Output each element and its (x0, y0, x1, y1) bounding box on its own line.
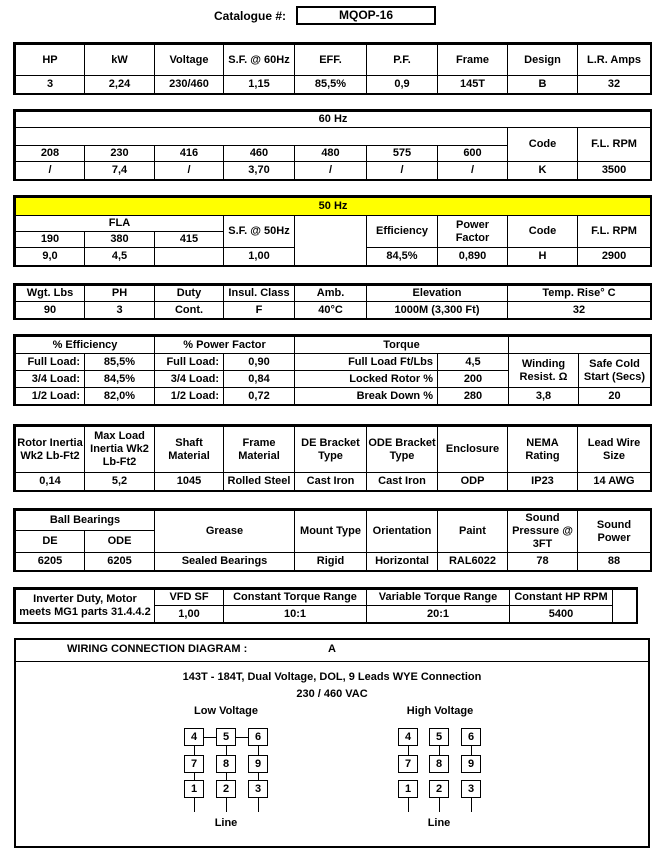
low-line-label: Line (214, 817, 238, 829)
frame-material-value: Rolled Steel (224, 473, 295, 491)
pf-load-label: 3/4 Load: (155, 371, 224, 388)
terminal: 3 (461, 780, 481, 798)
hz60-spacer (16, 128, 508, 146)
wire (226, 745, 227, 755)
nema-rating-value: IP23 (508, 473, 578, 491)
constant-torque-value: 10:1 (224, 606, 367, 623)
ode-bracket-header: ODE Bracket Type (367, 427, 438, 473)
insul-header: Insul. Class (224, 286, 295, 302)
performance-table (15, 336, 651, 405)
pct-pf-header: % Power Factor (155, 337, 295, 354)
paint-header: Paint (438, 511, 508, 553)
sound-pressure-header: Sound Pressure @ 3FT (508, 511, 578, 553)
mount-type-value: Rigid (295, 553, 367, 571)
hz50-pf-header: Power Factor (438, 216, 508, 248)
low-voltage-label: Low Voltage (194, 705, 258, 717)
safe-start-header: Safe Cold Start (Secs) (579, 354, 651, 388)
terminal: 2 (216, 780, 236, 798)
elevation-value: 1000M (3,300 Ft) (367, 302, 508, 319)
max-load-inertia-value: 5,2 (85, 473, 155, 491)
inverter-duty-label: Inverter Duty, Motor meets MG1 parts 31.4.4.2 (16, 590, 155, 623)
ode-header: ODE (85, 531, 155, 553)
hz50-rpm-value: 2900 (578, 248, 651, 266)
hz60-rpm-value: 3500 (578, 162, 651, 180)
sf60-header: S.F. @ 60Hz (224, 45, 295, 76)
safe-start-value: 20 (579, 388, 651, 405)
pf-3-4: 0,84 (224, 371, 295, 388)
duty-header: Duty (155, 286, 224, 302)
constant-hp-value: 5400 (510, 606, 613, 623)
load-label: Full Load: (16, 354, 85, 371)
hz60-rpm-header: F.L. RPM (578, 128, 651, 162)
wire (439, 745, 440, 755)
torque-name: Locked Rotor % (295, 371, 438, 388)
voltage-value: 230/460 (155, 76, 224, 94)
winding-header: Winding Resist. Ω (509, 354, 579, 388)
sound-power-header: Sound Power (578, 511, 651, 553)
terminal: 6 (248, 728, 268, 746)
orientation-header: Orientation (367, 511, 438, 553)
hz60-table (15, 111, 651, 180)
eff-full: 85,5% (85, 354, 155, 371)
eff-value: 85,5% (295, 76, 367, 94)
torque-header: Torque (295, 337, 509, 354)
hp-value: 3 (16, 76, 85, 94)
temp-rise-header: Temp. Rise° C (508, 286, 651, 302)
terminal: 1 (398, 780, 418, 798)
wire (439, 798, 440, 812)
terminal: 7 (184, 755, 204, 773)
orientation-value: Horizontal (367, 553, 438, 571)
frame-value: 145T (438, 76, 508, 94)
variable-torque-value: 20:1 (367, 606, 510, 623)
wire (194, 773, 195, 780)
grease-header: Grease (155, 511, 295, 553)
amb-header: Amb. (295, 286, 367, 302)
hp-header: HP (16, 45, 85, 76)
pf-1-2: 0,72 (224, 388, 295, 405)
frame-header: Frame (438, 45, 508, 76)
terminal: 9 (248, 755, 268, 773)
wire (258, 745, 259, 755)
wire (194, 798, 195, 812)
hz60-code-value: K (508, 162, 578, 180)
pf-full: 0,90 (224, 354, 295, 371)
wiring-subtitle: 230 / 460 VAC (296, 688, 368, 700)
terminal: 5 (429, 728, 449, 746)
perf-top-blank (509, 337, 651, 354)
temp-rise-value: 32 (508, 302, 651, 319)
paint-value: RAL6022 (438, 553, 508, 571)
hz60-title: 60 Hz (16, 112, 651, 128)
pf-value: 0,9 (367, 76, 438, 94)
wire (471, 745, 472, 755)
winding-value: 3,8 (509, 388, 579, 405)
rotor-inertia-header: Rotor Inertia Wk2 Lb-Ft2 (16, 427, 85, 473)
hz60-amp: 7,4 (85, 162, 155, 180)
hz50-volt: 190 (16, 232, 85, 248)
wire (258, 798, 259, 812)
lr-amps-value: 32 (578, 76, 651, 94)
terminal: 8 (216, 755, 236, 773)
high-voltage-label: High Voltage (406, 705, 474, 717)
wire (471, 798, 472, 812)
catalogue-number: MQOP-16 (296, 6, 436, 25)
hz60-volt: 480 (295, 146, 367, 162)
frame-material-header: Frame Material (224, 427, 295, 473)
amb-value: 40°C (295, 302, 367, 319)
phase-header: PH (85, 286, 155, 302)
hz50-table (15, 197, 651, 266)
hz60-volt: 208 (16, 146, 85, 162)
hz50-rpm-header: F.L. RPM (578, 216, 651, 248)
hz60-amp: / (438, 162, 508, 180)
hz50-volt: 380 (85, 232, 155, 248)
terminal: 1 (184, 780, 204, 798)
terminal: 2 (429, 780, 449, 798)
wiring-label: WIRING CONNECTION DIAGRAM : (67, 643, 248, 655)
enclosure-value: ODP (438, 473, 508, 491)
elevation-header: Elevation (367, 286, 508, 302)
inverter-blank (613, 590, 637, 623)
voltage-header: Voltage (155, 45, 224, 76)
sound-power-value: 88 (578, 553, 651, 571)
hz50-blank (295, 216, 367, 266)
general-table (15, 285, 651, 319)
de-header: DE (16, 531, 85, 553)
inverter-table (15, 589, 637, 623)
de-bearing-value: 6205 (16, 553, 85, 571)
shaft-material-value: 1045 (155, 473, 224, 491)
insul-value: F (224, 302, 295, 319)
hz50-amp: 4,5 (85, 248, 155, 266)
fla-header: FLA (16, 216, 224, 232)
nema-rating-header: NEMA Rating (508, 427, 578, 473)
wire (226, 798, 227, 812)
terminal: 4 (398, 728, 418, 746)
hz60-volt: 460 (224, 146, 295, 162)
wire (258, 773, 259, 780)
hz60-volt: 230 (85, 146, 155, 162)
load-label: 1/2 Load: (16, 388, 85, 405)
enclosure-header: Enclosure (438, 427, 508, 473)
wiring-header (16, 640, 648, 662)
constant-torque-header: Constant Torque Range (224, 590, 367, 606)
kw-header: kW (85, 45, 155, 76)
pf-load-label: 1/2 Load: (155, 388, 224, 405)
terminal: 9 (461, 755, 481, 773)
sf50-value: 1,00 (224, 248, 295, 266)
hz60-volt: 600 (438, 146, 508, 162)
lr-amps-header: L.R. Amps (578, 45, 651, 76)
hz50-pf-value: 0,890 (438, 248, 508, 266)
constant-hp-header: Constant HP RPM (510, 590, 613, 606)
hz60-code-header: Code (508, 128, 578, 162)
terminal: 6 (461, 728, 481, 746)
pf-header: P.F. (367, 45, 438, 76)
hz60-volt: 416 (155, 146, 224, 162)
max-load-inertia-header: Max Load Inertia Wk2 Lb-Ft2 (85, 427, 155, 473)
hz50-code-value: H (508, 248, 578, 266)
variable-torque-header: Variable Torque Range (367, 590, 510, 606)
bearings-table (15, 510, 651, 571)
torque-name: Full Load Ft/Lbs (295, 354, 438, 371)
design-header: Design (508, 45, 578, 76)
vfd-sf-value: 1,00 (155, 606, 224, 623)
torque-name: Break Down % (295, 388, 438, 405)
wire (408, 798, 409, 812)
ball-bearings-header: Ball Bearings (16, 511, 155, 531)
kw-value: 2,24 (85, 76, 155, 94)
design-value: B (508, 76, 578, 94)
terminal: 5 (216, 728, 236, 746)
load-label: 3/4 Load: (16, 371, 85, 388)
torque-value: 200 (438, 371, 509, 388)
hz50-title: 50 Hz (16, 198, 651, 216)
grease-value: Sealed Bearings (155, 553, 295, 571)
nameplate-table (15, 44, 651, 94)
weight-header: Wgt. Lbs (16, 286, 85, 302)
hz50-eff-value: 84,5% (367, 248, 438, 266)
weight-value: 90 (16, 302, 85, 319)
pf-load-label: Full Load: (155, 354, 224, 371)
terminal: 8 (429, 755, 449, 773)
hz60-amp: 3,70 (224, 162, 295, 180)
pct-eff-header: % Efficiency (16, 337, 155, 354)
wiring-title: 143T - 184T, Dual Voltage, DOL, 9 Leads WYE Connection (182, 671, 482, 683)
hz50-eff-header: Efficiency (367, 216, 438, 248)
mount-type-header: Mount Type (295, 511, 367, 553)
hz60-amp: / (16, 162, 85, 180)
phase-value: 3 (85, 302, 155, 319)
eff-header: EFF. (295, 45, 367, 76)
terminal: 7 (398, 755, 418, 773)
hz60-amp: / (155, 162, 224, 180)
wiring-code: A (328, 643, 336, 655)
ode-bracket-value: Cast Iron (367, 473, 438, 491)
sound-pressure-value: 78 (508, 553, 578, 571)
torque-value: 4,5 (438, 354, 509, 371)
hz60-volt: 575 (367, 146, 438, 162)
hz60-amp: / (367, 162, 438, 180)
de-bracket-value: Cast Iron (295, 473, 367, 491)
wire (226, 773, 227, 780)
ode-bearing-value: 6205 (85, 553, 155, 571)
construction-table (15, 426, 651, 491)
torque-value: 280 (438, 388, 509, 405)
lead-wire-value: 14 AWG (578, 473, 651, 491)
sf60-value: 1,15 (224, 76, 295, 94)
hz50-code-header: Code (508, 216, 578, 248)
high-line-label: Line (427, 817, 451, 829)
shaft-material-header: Shaft Material (155, 427, 224, 473)
eff-1-2: 82,0% (85, 388, 155, 405)
eff-3-4: 84,5% (85, 371, 155, 388)
sf50-header: S.F. @ 50Hz (224, 216, 295, 248)
hz50-amp (155, 248, 224, 266)
vfd-sf-header: VFD SF (155, 590, 224, 606)
hz50-volt: 415 (155, 232, 224, 248)
terminal: 3 (248, 780, 268, 798)
hz60-amp: / (295, 162, 367, 180)
hz50-amp: 9,0 (16, 248, 85, 266)
wiring-diagram (14, 638, 650, 848)
rotor-inertia-value: 0,14 (16, 473, 85, 491)
wire (408, 745, 409, 755)
lead-wire-header: Lead Wire Size (578, 427, 651, 473)
de-bracket-header: DE Bracket Type (295, 427, 367, 473)
wire (194, 745, 195, 755)
terminal: 4 (184, 728, 204, 746)
duty-value: Cont. (155, 302, 224, 319)
catalogue-label: Catalogue #: (214, 9, 287, 23)
